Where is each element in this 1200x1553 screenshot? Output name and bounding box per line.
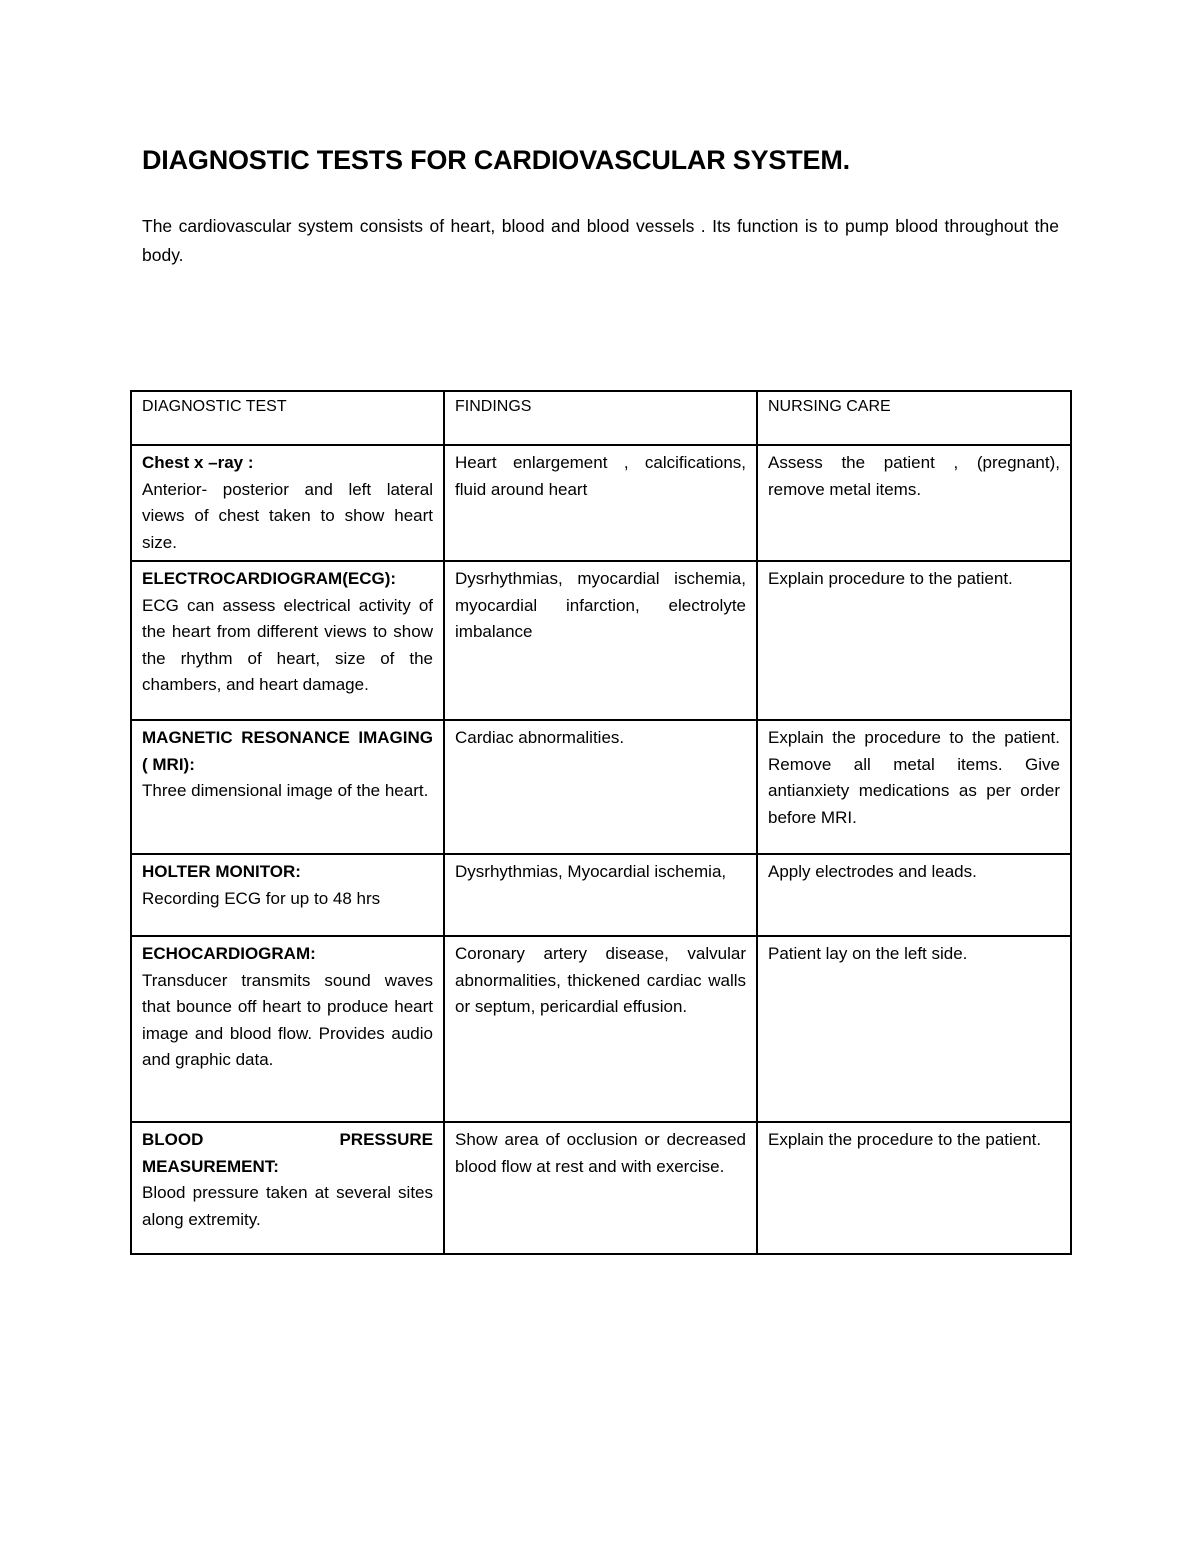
test-cell [131,854,444,936]
nursing-care-text: Explain the procedure to the patient. Remove all metal items. Give antianxiety medications as per order before MRI. [768,728,1060,827]
test-name: ELECTROCARDIOGRAM(ECG): [142,569,397,588]
findings-cell [444,1122,757,1254]
findings-text: Dysrhythmias, myocardial ischemia, myocardial infarction, electrolyte imbalance [455,569,746,641]
nursing-care-cell [757,936,1071,1122]
header-nursing-care: NURSING CARE [757,391,1071,445]
test-cell [131,561,444,720]
nursing-care-cell [757,1122,1071,1254]
intro-paragraph: The cardiovascular system consists of heart, blood and blood vessels . Its function is to pump blood throughout the body. [142,216,1059,265]
findings-text: Heart enlargement , calcifications, fluid around heart [455,453,746,499]
test-cell [131,445,444,561]
findings-text: Dysrhythmias, Myocardial ischemia, [455,862,727,881]
table-row [131,854,1071,936]
findings-text: Cardiac abnormalities. [455,728,625,747]
test-cell [131,1122,444,1254]
nursing-care-text: Apply electrodes and leads. [768,862,977,881]
findings-cell [444,720,757,854]
test-description: Recording ECG for up to 48 hrs [142,888,381,908]
findings-text: Show area of occlusion or decreased blood flow at rest and with exercise. [455,1130,746,1176]
test-description: ECG can assess electrical activity of the heart from different views to show the rhythm of heart, size of the chambers, and heart damage. [142,595,433,694]
diagnostic-tests-table [130,390,1072,1255]
header-diagnostic-test: DIAGNOSTIC TEST [131,391,444,445]
table-row [131,1122,1071,1254]
test-cell [131,720,444,854]
nursing-care-text: Explain the procedure to the patient. [768,1130,1042,1149]
findings-cell [444,561,757,720]
table-row [131,936,1071,1122]
test-cell [131,936,444,1122]
table-row [131,561,1071,720]
nursing-care-cell [757,445,1071,561]
test-name: HOLTER MONITOR: [142,862,301,881]
findings-cell [444,445,757,561]
test-description: Blood pressure taken at several sites along extremity. [142,1183,433,1229]
test-description: Three dimensional image of the heart. [142,781,429,800]
nursing-care-cell [757,561,1071,720]
test-description: Anterior- posterior and left lateral views of chest taken to show heart size. [142,479,433,552]
nursing-care-text: Explain procedure to the patient. [768,569,1013,588]
page-title: DIAGNOSTIC TESTS FOR CARDIOVASCULAR SYSTEM. [142,145,850,175]
table-header-row [131,391,1071,445]
test-name: Chest x –ray : [142,453,254,472]
nursing-care-text: Patient lay on the left side. [768,944,968,963]
findings-cell [444,854,757,936]
nursing-care-cell [757,720,1071,854]
table-row [131,720,1071,854]
nursing-care-text: Assess the patient , (pregnant), remove metal items. [768,453,1060,499]
header-findings: FINDINGS [444,391,757,445]
findings-text: Coronary artery disease, valvular abnormalities, thickened cardiac walls or septum, pericardial effusion. [455,944,746,1016]
nursing-care-cell [757,854,1071,936]
test-name: ECHOCARDIOGRAM: [142,944,316,963]
test-name: MAGNETIC RESONANCE IMAGING ( MRI): [142,728,433,774]
findings-cell [444,936,757,1122]
table-row [131,445,1071,561]
test-description: Transducer transmits sound waves that bounce off heart to produce heart image and blood flow. Provides audio and graphic data. [142,970,433,1069]
test-name: BLOOD PRESSURE MEASUREMENT: [142,1130,433,1176]
